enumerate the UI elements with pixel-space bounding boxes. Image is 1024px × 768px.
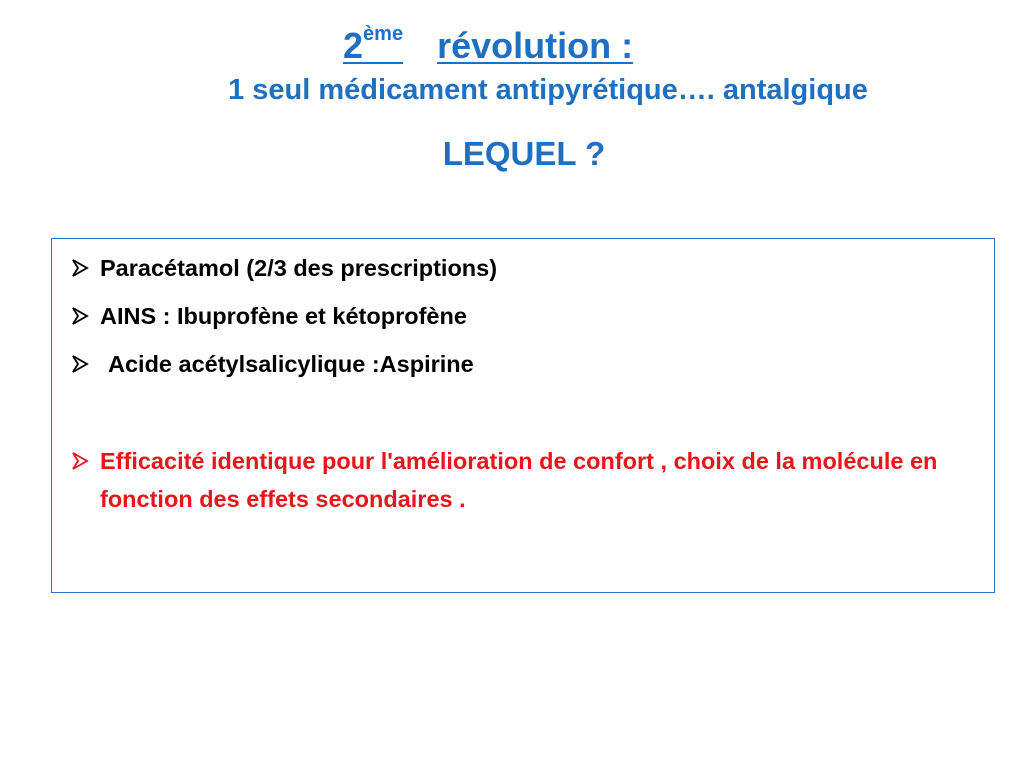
slide-title	[343, 22, 633, 72]
bullet-text-emphasis: Efficacité identique pour l'amélioration de confort , choix de la molécule en fonction des effets secondaires .	[100, 448, 938, 512]
arrow-bullet-icon	[70, 249, 100, 278]
list-item	[70, 297, 982, 335]
title-number: 2	[343, 25, 364, 66]
list-item	[70, 345, 982, 383]
bullet-text: Acide acétylsalicylique :Aspirine	[108, 351, 474, 377]
arrow-bullet-icon	[70, 297, 100, 326]
bullet-text: AINS : Ibuprofène et kétoprofène	[100, 303, 467, 329]
list-item	[70, 442, 982, 518]
content-box	[51, 238, 995, 593]
title-word: révolution :	[437, 25, 634, 66]
title-superscript: ème	[363, 23, 404, 45]
arrow-bullet-icon	[70, 442, 100, 471]
slide-subtitle: 1 seul médicament antipyrétique…. antalgique	[228, 74, 868, 106]
bullet-text: Paracétamol (2/3 des prescriptions)	[100, 255, 498, 281]
arrow-bullet-icon	[70, 345, 100, 374]
list-item	[70, 249, 982, 287]
slide-question: LEQUEL ?	[442, 135, 606, 172]
